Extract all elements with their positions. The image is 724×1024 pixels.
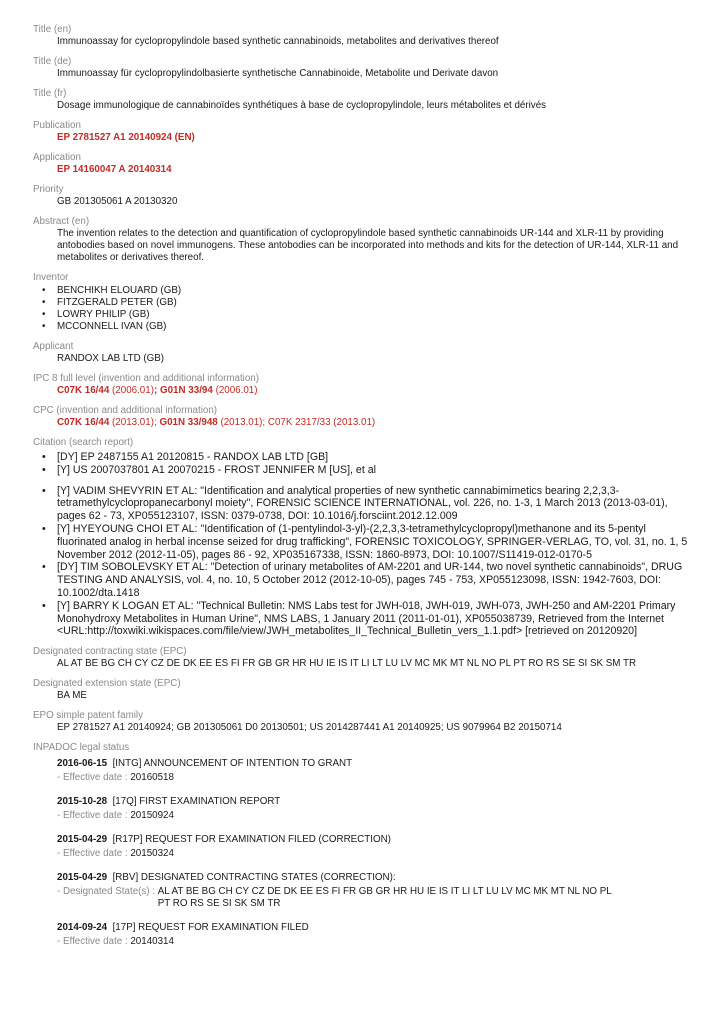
patent-family-label: EPO simple patent family bbox=[33, 710, 143, 722]
application-section bbox=[33, 152, 690, 176]
ipc-code-date: (2006.01) bbox=[112, 385, 154, 396]
event-text: [INTG] ANNOUNCEMENT OF INTENTION TO GRANT bbox=[112, 758, 353, 770]
designated-extension-label: Designated extension state (EPC) bbox=[33, 678, 181, 690]
event-text: [17Q] FIRST EXAMINATION REPORT bbox=[112, 796, 281, 808]
applicant-label: Applicant bbox=[33, 341, 74, 352]
inpadoc-label: INPADOC legal status bbox=[33, 742, 130, 754]
citation-item: • [Y] VADIM SHEVYRIN ET AL: "Identification and analytical properties of new synthetic cannabimimetics bearing 2,2,3,3-tetramethylcyclopropanecarbonyl moiety", FORENSIC SCIENCE INTERNATIONAL, vol. 226, no. 1-3, 1 March 2013 (2013-03-01), pages 62 - 73, XP055123107, ISSN: 0379-0738, DOI: 10.1016/j.forsciint.2012.12.009 bbox=[57, 485, 690, 523]
ipc-code-date: (2006.01) bbox=[215, 385, 258, 396]
priority-label: Priority bbox=[33, 184, 64, 195]
cpc-label: CPC (invention and additional information) bbox=[33, 405, 218, 416]
event-date: 2016-06-15 bbox=[57, 758, 108, 770]
inventor-item: • MCCONNELL IVAN (GB) bbox=[57, 321, 690, 333]
event-date: 2015-04-29 bbox=[57, 872, 108, 884]
title-fr-value: Dosage immunologique de cannabinoïdes synthétiques à base de cyclopropylindole, leurs métabolites et dérivés bbox=[57, 100, 547, 111]
event-detail-key: - Effective date : bbox=[57, 848, 131, 860]
ipc-separator: ; bbox=[153, 385, 158, 396]
patent-family-section bbox=[33, 710, 690, 734]
inventor-item: • FITZGERALD PETER (GB) bbox=[57, 297, 690, 309]
citation-section bbox=[33, 437, 690, 638]
title-en-section bbox=[33, 24, 690, 48]
cpc-code-link[interactable]: C07K 16/44 bbox=[57, 417, 110, 428]
cpc-code-link[interactable]: G01N 33/948 bbox=[159, 417, 218, 428]
application-label: Application bbox=[33, 152, 81, 163]
event-date: 2015-10-28 bbox=[57, 796, 108, 808]
designated-extension-value: BA ME bbox=[57, 690, 87, 702]
designated-contracting-value: AL AT BE BG CH CY CZ DE DK EE ES FI FR GB GR HR HU IE IS IT LI LT LU LV MC MK MT NL NO PL PT RO RS SE SI SK SM TR bbox=[57, 658, 637, 670]
event-detail-value: 20160518 bbox=[130, 772, 174, 784]
event-detail-value: AL AT BE BG CH CY CZ DE DK EE ES FI FR GB GR HR HU IE IS IT LI LT LU LV MC MK MT NL NO PL PT RO RS SE SI SK SM TR bbox=[157, 886, 612, 910]
legal-status-event bbox=[33, 834, 690, 860]
publication-link[interactable]: EP 2781527 A1 20140924 (EN) bbox=[57, 132, 195, 143]
inpadoc-section bbox=[33, 742, 690, 948]
citation-label: Citation (search report) bbox=[33, 437, 134, 448]
legal-status-event bbox=[33, 758, 690, 784]
ipc-label: IPC 8 full level (invention and additional information) bbox=[33, 373, 259, 384]
cpc-code-date: (2013.01) bbox=[220, 417, 263, 428]
patent-family-value: EP 2781527 A1 20140924; GB 201305061 D0 20130501; US 2014287441 A1 20140925; US 9079964 B2 20150714 bbox=[57, 722, 562, 734]
publication-label: Publication bbox=[33, 120, 81, 131]
event-detail-key: - Effective date : bbox=[57, 772, 131, 784]
ipc-code-link[interactable]: C07K 16/44 bbox=[57, 385, 110, 396]
abstract-text: The invention relates to the detection and quantification of cyclopropylindole based synthetic cannabinoids UR-144 and XLR-11 by providing antobodies based on novel immunogens. These antobodies can be incorporated into methods and kits for the detection of UR-144, XLR-11 and metabolites or derivatives thereof. bbox=[57, 228, 679, 263]
inventor-item: • BENCHIKH ELOUARD (GB) bbox=[57, 285, 690, 297]
citation-item: • [DY] EP 2487155 A1 20120815 - RANDOX LAB LTD [GB] bbox=[57, 451, 690, 464]
event-detail-key: - Effective date : bbox=[57, 810, 131, 822]
event-detail-key: - Designated State(s) : bbox=[57, 886, 158, 898]
event-text: [R17P] REQUEST FOR EXAMINATION FILED (CORRECTION) bbox=[112, 834, 391, 846]
legal-status-event bbox=[33, 872, 690, 910]
citation-item: • [Y] US 2007037801 A1 20070215 - FROST JENNIFER M [US], et al bbox=[57, 464, 690, 477]
title-de-label: Title (de) bbox=[33, 56, 72, 67]
event-detail-value: 20150324 bbox=[130, 848, 174, 860]
citation-list bbox=[33, 451, 690, 638]
title-fr-label: Title (fr) bbox=[33, 88, 67, 99]
cpc-section bbox=[33, 405, 690, 429]
event-text: [RBV] DESIGNATED CONTRACTING STATES (CORRECTION): bbox=[112, 872, 396, 884]
inventor-item: • LOWRY PHILIP (GB) bbox=[57, 309, 690, 321]
priority-section bbox=[33, 184, 690, 208]
cpc-codes bbox=[33, 417, 690, 429]
cpc-code-link[interactable]: C07K 2317/33 (2013.01) bbox=[267, 417, 376, 428]
priority-value: GB 201305061 A 20130320 bbox=[57, 196, 178, 207]
publication-section bbox=[33, 120, 690, 144]
inventor-list bbox=[33, 285, 690, 333]
title-en-label: Title (en) bbox=[33, 24, 72, 35]
cpc-separator: ; bbox=[262, 417, 266, 428]
designated-contracting-label: Designated contracting state (EPC) bbox=[33, 646, 187, 658]
cpc-separator: ; bbox=[153, 417, 157, 428]
citation-item: • [Y] BARRY K LOGAN ET AL: "Technical Bulletin: NMS Labs test for JWH-018, JWH-019, JWH-073, JWH-250 and AM-2201 Primary Monohydroxy Metabolites in Human Urine", NMS LABS, 1 January 2011 (2011-01-01), XP055038739, Retrieved from the Internet <URL:http://toxwiki.wikispaces.com/file/view/JWH_metabolites_II_Technical_Bulletin_vers_1.1.pdf> [retrieved on 20120920] bbox=[57, 600, 690, 638]
inventor-label: Inventor bbox=[33, 272, 69, 283]
ipc-codes bbox=[33, 385, 690, 397]
applicant-section bbox=[33, 341, 690, 365]
ipc-code-link[interactable]: G01N 33/94 bbox=[159, 385, 213, 396]
designated-extension-section bbox=[33, 678, 690, 702]
event-date: 2015-04-29 bbox=[57, 834, 108, 846]
title-de-section bbox=[33, 56, 690, 80]
citation-item: • [DY] TIM SOBOLEVSKY ET AL: "Detection of urinary metabolites of AM-2201 and UR-144, two novel synthetic cannabinoids", DRUG TESTING AND ANALYSIS, vol. 4, no. 10, 5 October 2012 (2012-10-05), pages 745 - 753, XP055123098, ISSN: 1942-7603, DOI: 10.1002/dta.1418 bbox=[57, 561, 690, 599]
event-detail-value: 20140314 bbox=[130, 936, 174, 948]
title-fr-section bbox=[33, 88, 690, 112]
abstract-label: Abstract (en) bbox=[33, 216, 90, 227]
legal-status-event bbox=[33, 922, 690, 948]
legal-status-event bbox=[33, 796, 690, 822]
title-de-value: Immunoassay für cyclopropylindolbasierte synthetische Cannabinoide, Metabolite und Derivate davon bbox=[57, 68, 499, 79]
inventor-section bbox=[33, 272, 690, 333]
event-text: [17P] REQUEST FOR EXAMINATION FILED bbox=[112, 922, 309, 934]
title-en-value: Immunoassay for cyclopropylindole based synthetic cannabinoids, metabolites and derivatives thereof bbox=[57, 36, 499, 47]
applicant-value: RANDOX LAB LTD (GB) bbox=[57, 353, 165, 364]
citation-item: • [Y] HYEYOUNG CHOI ET AL: "Identification of (1-pentylindol-3-yl)-(2,2,3,3-tetramethylcyclopropyl)methanone and its 5-pentyl fluorinated analog in herbal incense seized for drug trafficking", FORENSIC TOXICOLOGY, SPRINGER-VERLAG, TO, vol. 31, no. 1, 5 November 2012 (2012-11-05), pages 86 - 92, XP035167338, ISSN: 1860-8973, DOI: 10.1007/S11419-012-0170-5 bbox=[57, 523, 690, 561]
designated-contracting-section bbox=[33, 646, 690, 670]
abstract-section bbox=[33, 216, 690, 264]
event-detail-value: 20150924 bbox=[130, 810, 174, 822]
event-detail-key: - Effective date : bbox=[57, 936, 131, 948]
event-date: 2014-09-24 bbox=[57, 922, 108, 934]
cpc-code-date: (2013.01) bbox=[112, 417, 154, 428]
ipc-section bbox=[33, 373, 690, 397]
application-link[interactable]: EP 14160047 A 20140314 bbox=[57, 164, 172, 175]
